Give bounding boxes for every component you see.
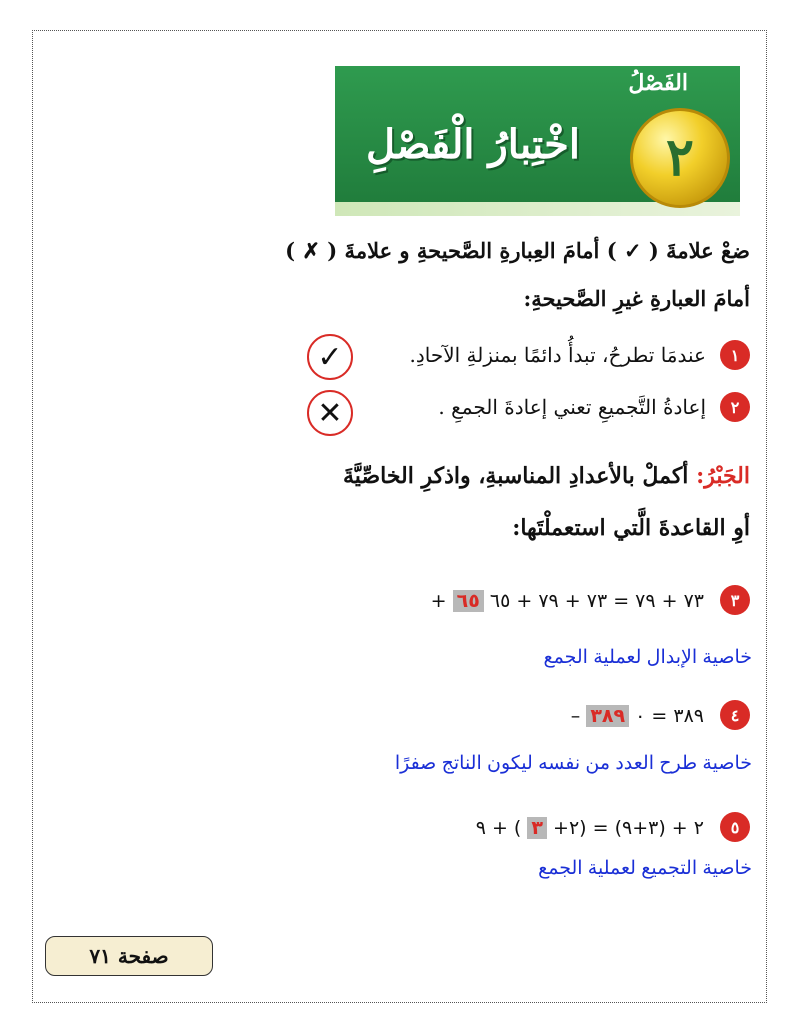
item-number-badge: ٤ [720, 700, 750, 730]
chapter-number: ٢ [666, 127, 694, 188]
item-number-badge: ١ [720, 340, 750, 370]
page-number-label: صفحة ٧١ [45, 936, 213, 976]
instruction-line-1: ضعْ علامةَ ( ✓ ) أمامَ العِبارةِ الصَّحيحةِ و علامةَ ( ✗ ) [285, 238, 750, 263]
algebra-heading [343, 463, 750, 489]
exercise-equation: ٢ + (٣+٩) = (٢+ ٣ ) + ٩ [475, 817, 704, 839]
exercise-number [720, 585, 750, 615]
chapter-number-medal [630, 108, 730, 208]
property-answer: خاصية الإبدال لعملية الجمع [543, 647, 752, 668]
instruction-line-2: أمامَ العبارةِ غيرِ الصَّحيحةِ: [523, 286, 750, 311]
filled-answer: ٣ [527, 817, 547, 839]
algebra-label: الجَبْرُ: [696, 463, 750, 489]
item-number-badge: ٣ [720, 585, 750, 615]
exercise-number [720, 700, 750, 730]
exercise-equation: – ٣٨٩ = ٠ ٣٨٩ [570, 705, 704, 727]
item-number-badge: ٥ [720, 812, 750, 842]
statement-item [438, 392, 750, 422]
check-mark-icon: ✓ [307, 334, 353, 380]
property-answer: خاصية التجميع لعملية الجمع [538, 858, 752, 879]
cross-mark-icon: ✕ [307, 390, 353, 436]
exercise-equation: + ٧٣ + ٧٩ = ٧٣ + ٧٩ + ٦٥ ٦٥ [430, 590, 704, 612]
exercise-number [720, 812, 750, 842]
chapter-title: اخْتِبارُ الْفَصْلِ [366, 121, 580, 168]
algebra-instruction-1: أكملْ بالأعدادِ المناسبةِ، واذكرِ الخاصِّيَّةَ [343, 463, 689, 489]
item-number-badge: ٢ [720, 392, 750, 422]
property-answer: خاصية طرح العدد من نفسه ليكون الناتج صفرًا [394, 753, 752, 774]
algebra-instruction-2: أوِ القاعدةَ الَّتي استعملْتَها: [512, 515, 750, 541]
statement-text: عندمَا تطرحُ، تبدأُ دائمًا بمنزلةِ الآحادِ. [409, 343, 706, 367]
filled-answer: ٣٨٩ [586, 705, 629, 727]
statement-item [410, 340, 750, 370]
statement-text: إعادةُ التَّجميعِ تعني إعادةَ الجمعِ . [438, 395, 706, 419]
filled-answer: ٦٥ [453, 590, 484, 612]
chapter-word: الفَصْلُ [628, 70, 688, 96]
